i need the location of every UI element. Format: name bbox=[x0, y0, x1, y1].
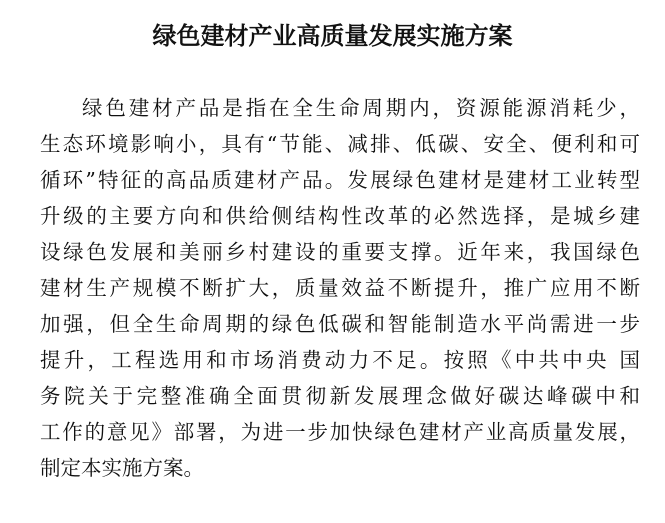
paragraph-line: 提升，工程选用和市场消费动力不足。按照《中共中央 国 bbox=[40, 348, 640, 372]
paragraph-line: 加强，但全生命周期的绿色低碳和智能制造水平尚需进一步 bbox=[40, 312, 640, 336]
paragraph-line: 设绿色发展和美丽乡村建设的重要支撑。近年来，我国绿色 bbox=[40, 240, 640, 264]
paragraph-line: 升级的主要方向和供给侧结构性改革的必然选择，是城乡建 bbox=[40, 204, 640, 228]
paragraph-line: 制定本实施方案。 bbox=[40, 456, 204, 480]
document-title: 绿色建材产业高质量发展实施方案 bbox=[152, 21, 513, 50]
paragraph-line: 务院关于完整准确全面贯彻新发展理念做好碳达峰碳中和 bbox=[40, 384, 640, 408]
paragraph-line: 工作的意见》部署，为进一步加快绿色建材产业高质量发展， bbox=[40, 420, 640, 444]
paragraph-line: 建材生产规模不断扩大，质量效益不断提升，推广应用不断 bbox=[40, 276, 640, 300]
body-paragraph bbox=[40, 90, 640, 486]
paragraph-line: 绿色建材产品是指在全生命周期内，资源能源消耗少， bbox=[82, 96, 640, 120]
paragraph-line: 生态环境影响小，具有“节能、减排、低碳、安全、便利和可 bbox=[40, 132, 640, 156]
paragraph-line: 循环”特征的高品质建材产品。发展绿色建材是建材工业转型 bbox=[40, 168, 640, 192]
